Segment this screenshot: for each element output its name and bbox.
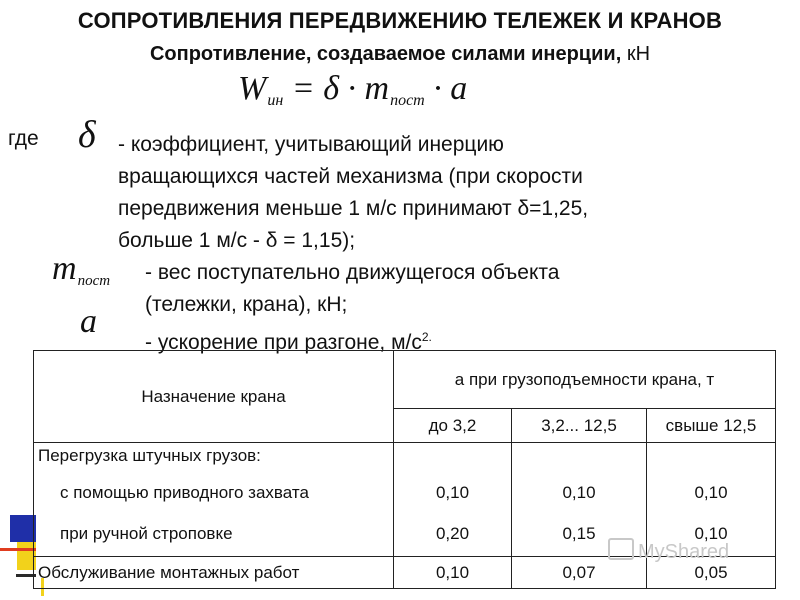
- formula-w: W: [238, 70, 267, 107]
- subtitle-text: Сопротивление, создаваемое силами инерции,: [149, 43, 622, 65]
- row-purpose: Обслуживание монтажных работ: [34, 557, 394, 589]
- where-label: где: [8, 127, 39, 150]
- table-header-row: [34, 351, 776, 409]
- formula-tail: · a: [433, 70, 468, 107]
- cap-col-2: 3,2... 12,5: [512, 409, 647, 443]
- page-title: СОПРОТИВЛЕНИЯ ПЕРЕДВИЖЕНИЮ ТЕЛЕЖЕК И КРАНОВ: [77, 8, 723, 33]
- inertia-formula: [238, 70, 467, 110]
- value-cell: 0,10: [435, 483, 470, 502]
- formula-m-subscript: пост: [390, 92, 425, 109]
- delta-line-2: вращающихся частей механизма (при скорости: [118, 165, 583, 188]
- a-definition-superscript: 2.: [421, 330, 432, 344]
- delta-definition: [118, 129, 588, 257]
- row-purpose: [34, 443, 394, 557]
- formula-eq-delta: = δ ·: [291, 70, 357, 107]
- m-definition: [145, 257, 559, 321]
- watermark-logo-icon: [608, 538, 634, 560]
- cap-col-1: до 3,2: [394, 409, 512, 443]
- value-cell: 0,15: [562, 524, 596, 543]
- value-cell: 0,10: [394, 557, 512, 589]
- row-purpose-line-3: при ручной строповке: [60, 524, 233, 543]
- m-symbol: [52, 250, 110, 290]
- page-subtitle: [0, 43, 800, 66]
- row-purpose-line-2: с помощью приводного захвата: [60, 483, 309, 502]
- row-values-col-1: [394, 443, 512, 557]
- subtitle-unit: кН: [626, 43, 651, 65]
- delta-line-1: - коэффициент, учитывающий инерцию: [118, 133, 504, 156]
- header-purpose: Назначение крана: [34, 351, 394, 443]
- m-line-2: (тележки, крана), кН;: [145, 293, 348, 316]
- value-cell: 0,10: [694, 524, 728, 543]
- header-acceleration: a при грузоподъемности крана, т: [394, 351, 776, 409]
- value-cell: 0,05: [647, 557, 776, 589]
- value-cell: 0,20: [435, 524, 470, 543]
- formula-m: m: [364, 70, 390, 107]
- value-cell: 0,10: [694, 483, 728, 502]
- m-symbol-subscript: пост: [77, 273, 111, 289]
- delta-symbol: δ: [78, 114, 96, 156]
- decor-red-line: [0, 548, 36, 551]
- a-symbol: a: [80, 303, 97, 340]
- formula-w-subscript: ин: [267, 92, 284, 109]
- cap-col-3: свыше 12,5: [647, 409, 776, 443]
- a-definition-text: - ускорение при разгоне, м/с: [145, 331, 422, 354]
- value-cell: 0,10: [562, 483, 596, 502]
- row-purpose-heading: Перегрузка штучных грузов:: [38, 446, 261, 465]
- delta-line-3: передвижения меньше 1 м/с принимают δ=1,25,: [118, 197, 589, 220]
- m-symbol-letter: m: [52, 250, 77, 287]
- watermark-text: MyShared: [638, 541, 730, 563]
- value-cell: 0,07: [512, 557, 647, 589]
- watermark: [608, 538, 729, 564]
- m-line-1: - вес поступательно движущегося объекта: [145, 261, 560, 284]
- delta-line-4: больше 1 м/с - δ = 1,15);: [118, 229, 356, 252]
